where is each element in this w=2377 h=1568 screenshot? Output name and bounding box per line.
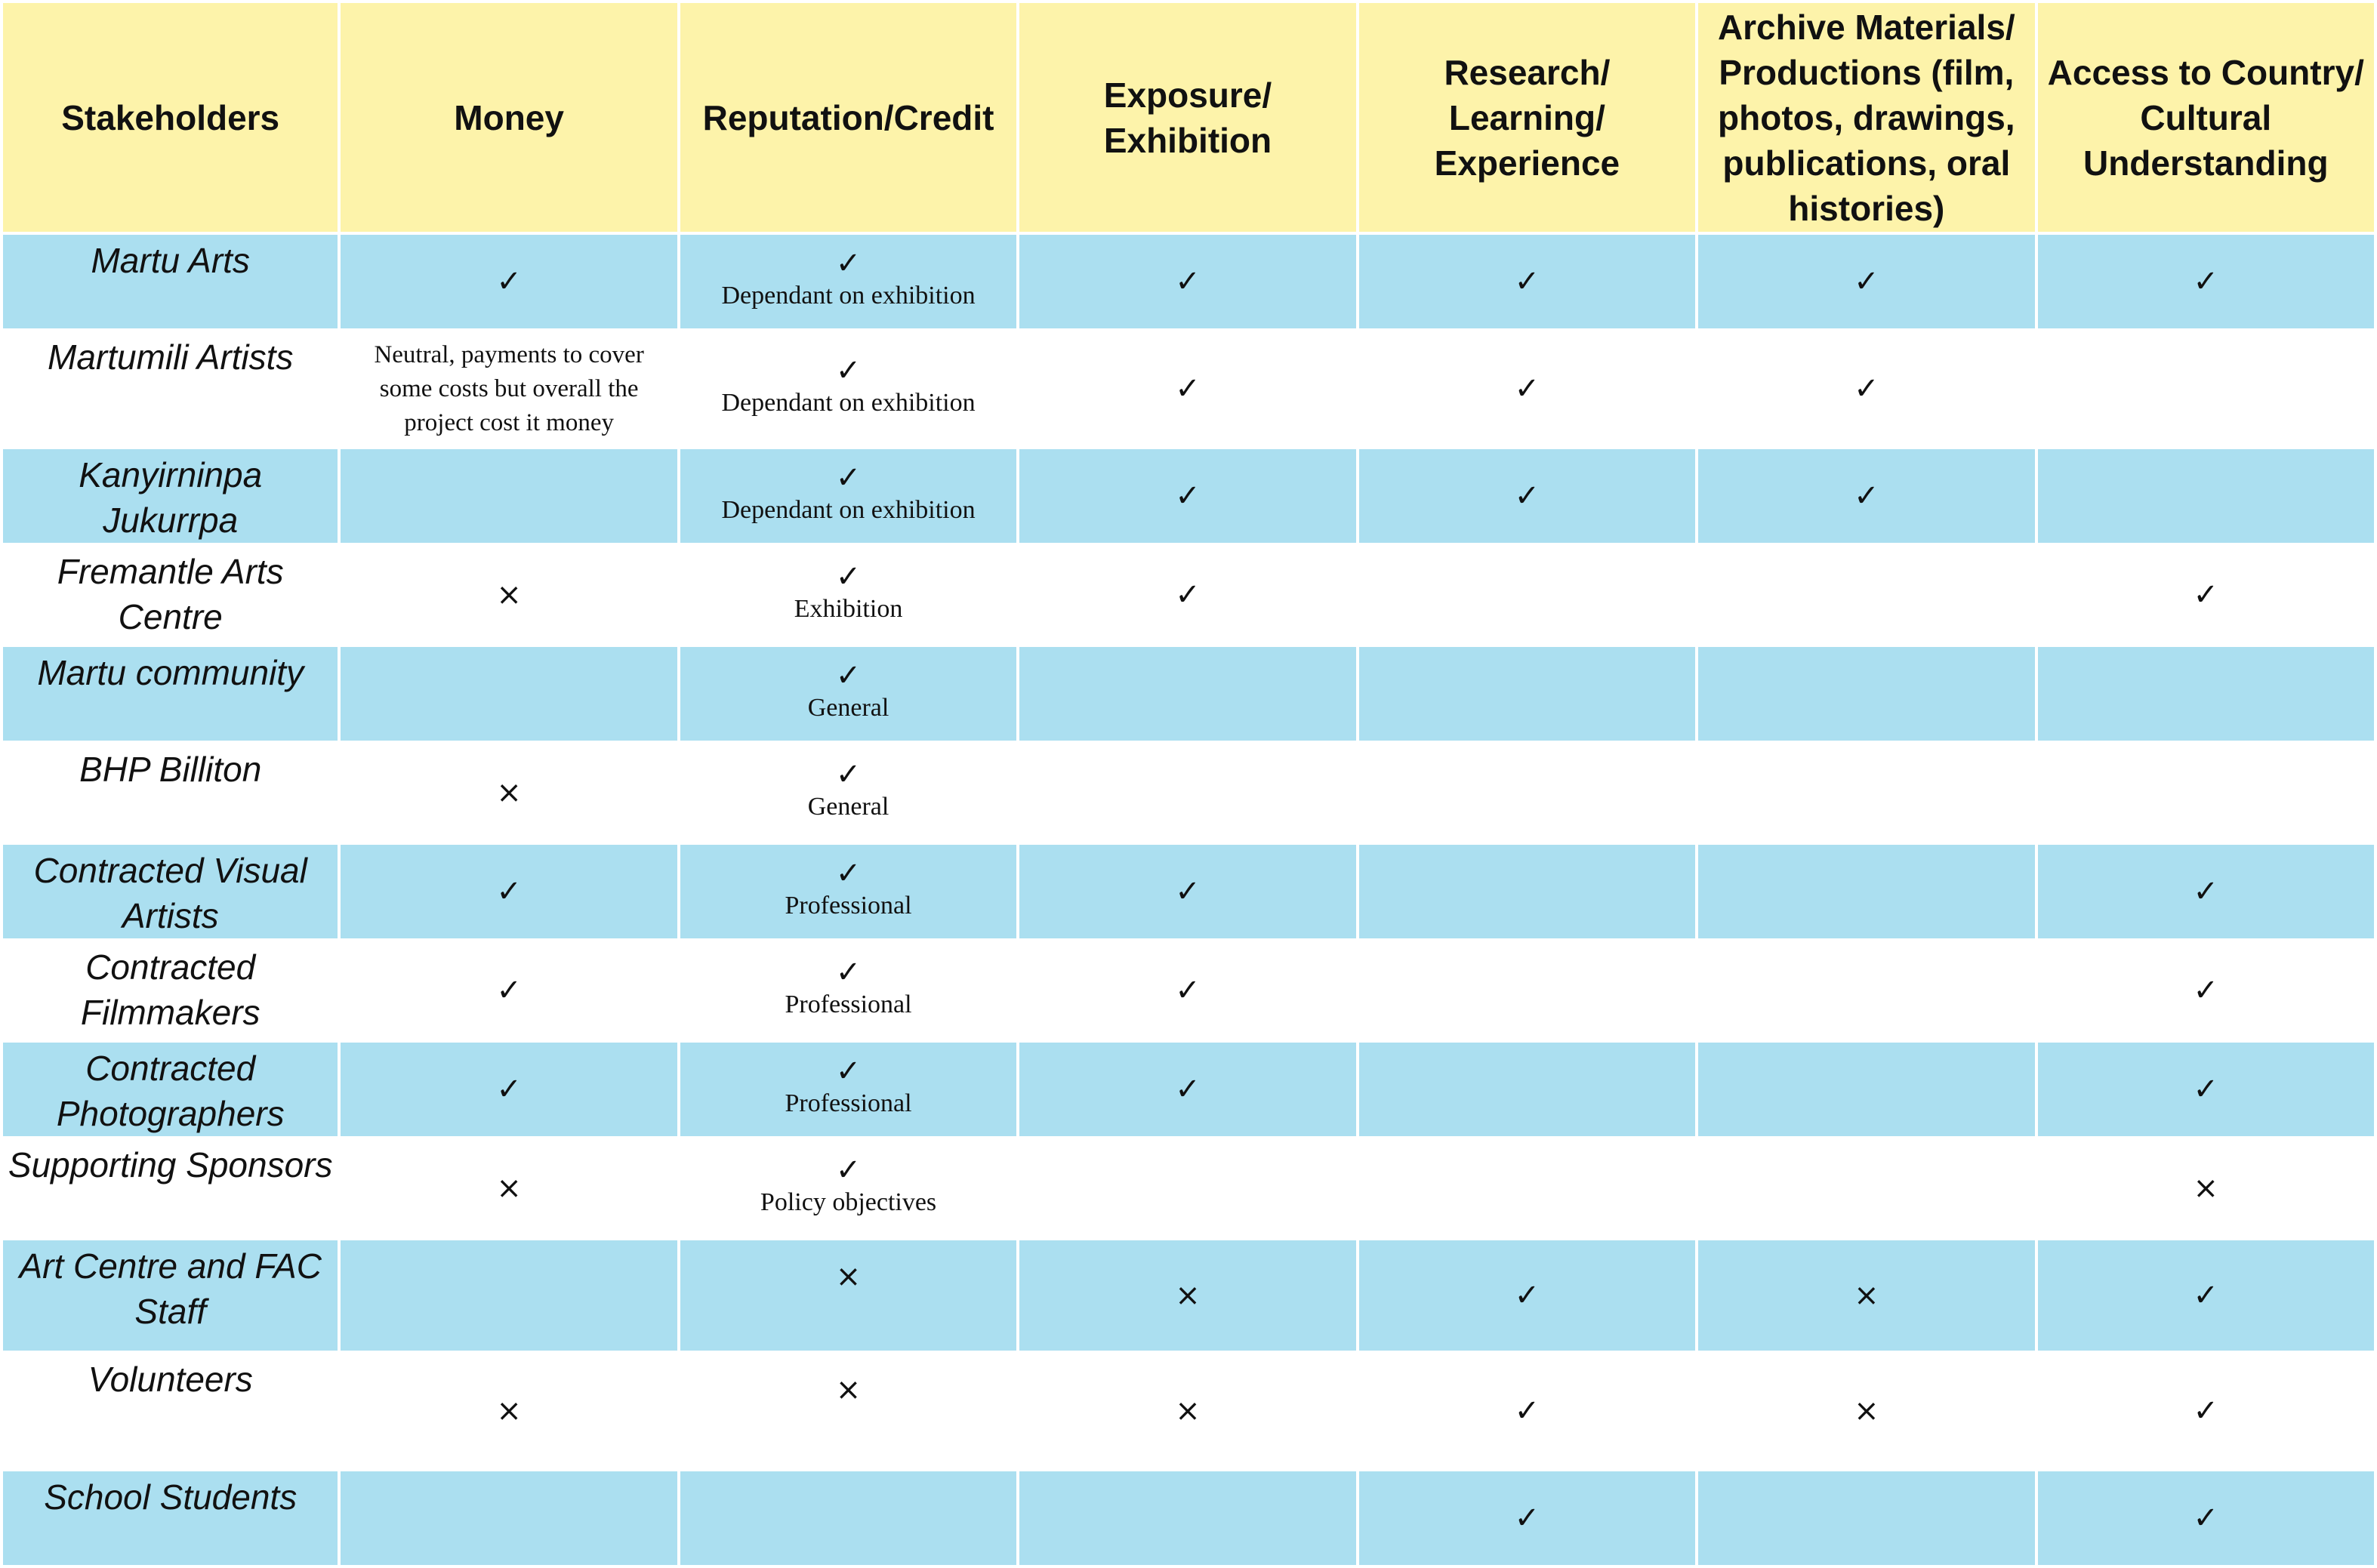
exposure-cell [1019,1043,1355,1136]
reputation-note: General [807,793,889,821]
money-cell [341,647,677,741]
money-cell [341,331,677,446]
exposure-cell [1019,744,1355,842]
access-cell [2038,1043,2374,1136]
money-cell [341,449,677,543]
money-cell [341,1043,677,1136]
exposure-cell [1019,331,1355,446]
stakeholder-name: Martu Arts [3,235,338,328]
reputation-mark: ✓ [835,1153,862,1188]
exposure-mark: ✓ [1175,874,1201,909]
exposure-mark: ✓ [1175,973,1201,1008]
exposure-cell [1019,845,1355,938]
archive-cell [1698,449,2034,543]
stakeholder-name: Contracted Visual Artists [3,845,338,938]
reputation-cell [680,1471,1016,1565]
reputation-note: Professional [785,892,912,920]
access-cell [2038,1354,2374,1468]
access-cell [2038,1471,2374,1565]
header-archive-materials: Archive Materials/ Productions (film, photos, drawings, publications, oral histories) [1698,3,2034,232]
exposure-cell [1019,647,1355,741]
reputation-note: Dependant on exhibition [721,389,976,417]
research-cell [1359,1354,1695,1468]
reputation-mark: ✓ [835,658,862,693]
stakeholder-name: Contracted Photographers [3,1043,338,1136]
money-cell [341,1471,677,1565]
exposure-cell [1019,546,1355,644]
access-cell [2038,744,2374,842]
stakeholder-name: Volunteers [3,1354,338,1468]
access-mark: ✓ [2193,973,2219,1008]
archive-cell [1698,845,2034,938]
header-research-learning-experience: Research/ Learning/ Experience [1359,3,1695,232]
access-cell [2038,1139,2374,1237]
reputation-note: Dependant on exhibition [721,496,976,524]
research-cell [1359,1139,1695,1237]
access-mark: × [2193,1171,2219,1206]
reputation-mark: ✓ [835,353,862,388]
archive-cell [1698,546,2034,644]
reputation-cell [680,449,1016,543]
header-money: Money [341,3,677,232]
research-cell [1359,744,1695,842]
exposure-mark: × [1175,1394,1201,1428]
access-mark: ✓ [2193,578,2219,612]
reputation-mark: ✓ [835,856,862,891]
header-exposure-exhibition: Exposure/ Exhibition [1019,3,1355,232]
money-cell [341,1354,677,1468]
stakeholder-name: Art Centre and FAC Staff [3,1240,338,1351]
archive-cell [1698,1043,2034,1136]
archive-mark: ✓ [1854,479,1879,513]
stakeholder-name: School Students [3,1471,338,1565]
money-mark: × [496,775,522,810]
archive-cell [1698,1139,2034,1237]
research-mark: ✓ [1514,1394,1540,1428]
research-mark: ✓ [1514,264,1540,299]
archive-cell [1698,941,2034,1040]
research-cell [1359,235,1695,328]
stakeholder-name: Supporting Sponsors [3,1139,338,1237]
table-row [3,1139,2374,1237]
reputation-mark: ✓ [835,461,862,495]
reputation-note: Exhibition [794,595,903,623]
archive-cell [1698,1354,2034,1468]
access-cell [2038,647,2374,741]
reputation-cell [680,941,1016,1040]
table-row [3,1354,2374,1468]
money-cell [341,1139,677,1237]
research-cell [1359,449,1695,543]
money-mark: × [496,578,522,612]
header-access-to-country: Access to Country/ Cultural Understanding [2038,3,2374,232]
exposure-cell [1019,941,1355,1040]
archive-cell [1698,647,2034,741]
money-cell [341,941,677,1040]
exposure-cell [1019,235,1355,328]
research-cell [1359,941,1695,1040]
reputation-cell [680,235,1016,328]
stakeholder-name: Martu community [3,647,338,741]
access-cell [2038,1240,2374,1351]
research-cell [1359,331,1695,446]
reputation-cell [680,1043,1016,1136]
reputation-mark: × [835,1372,862,1407]
reputation-note: Policy objectives [760,1188,937,1216]
reputation-mark: ✓ [835,1054,862,1089]
archive-cell [1698,1240,2034,1351]
table-row [3,845,2374,938]
access-cell [2038,235,2374,328]
archive-cell [1698,235,2034,328]
access-cell [2038,845,2374,938]
header-reputation-credit: Reputation/Credit [680,3,1016,232]
stakeholder-name: BHP Billiton [3,744,338,842]
exposure-cell [1019,1139,1355,1237]
reputation-cell [680,845,1016,938]
archive-mark: × [1854,1394,1879,1428]
research-cell [1359,1240,1695,1351]
stakeholder-name: Contracted Filmmakers [3,941,338,1040]
research-mark: ✓ [1514,479,1540,513]
table-row [3,235,2374,328]
money-mark: × [496,1394,522,1428]
exposure-cell [1019,1354,1355,1468]
money-cell [341,845,677,938]
research-mark: ✓ [1514,1278,1540,1313]
research-cell [1359,845,1695,938]
exposure-mark: ✓ [1175,1072,1201,1107]
money-cell [341,235,677,328]
table-row [3,546,2374,644]
stakeholder-name: Martumili Artists [3,331,338,446]
reputation-cell [680,331,1016,446]
archive-mark: ✓ [1854,264,1879,299]
reputation-mark: ✓ [835,246,862,281]
research-cell [1359,1471,1695,1565]
access-cell [2038,546,2374,644]
exposure-mark: ✓ [1175,371,1201,406]
access-mark: ✓ [2193,264,2219,299]
table-row [3,744,2374,842]
reputation-note: Professional [785,1089,912,1117]
table-row [3,1043,2374,1136]
exposure-mark: ✓ [1175,264,1201,299]
access-cell [2038,449,2374,543]
header-stakeholders: Stakeholders [3,3,338,232]
stakeholder-name: Kanyirninpa Jukurrpa [3,449,338,543]
table-row [3,647,2374,741]
research-cell [1359,1043,1695,1136]
reputation-cell [680,647,1016,741]
reputation-mark: ✓ [835,757,862,792]
header-row [3,3,2374,232]
research-mark: ✓ [1514,371,1540,406]
archive-cell [1698,331,2034,446]
table-row [3,941,2374,1040]
archive-cell [1698,744,2034,842]
reputation-mark: × [835,1259,862,1294]
money-cell [341,744,677,842]
access-cell [2038,331,2374,446]
exposure-mark: × [1175,1278,1201,1313]
access-mark: ✓ [2193,874,2219,909]
access-mark: ✓ [2193,1072,2219,1107]
reputation-cell [680,1354,1016,1468]
exposure-mark: ✓ [1175,479,1201,513]
money-cell [341,1240,677,1351]
research-mark: ✓ [1514,1501,1540,1536]
reputation-cell [680,1240,1016,1351]
reputation-note: General [807,694,889,722]
exposure-cell [1019,449,1355,543]
money-mark: ✓ [496,264,522,299]
reputation-note: Dependant on exhibition [721,282,976,310]
research-cell [1359,546,1695,644]
archive-mark: × [1854,1278,1879,1313]
reputation-cell [680,546,1016,644]
reputation-mark: ✓ [835,955,862,990]
exposure-cell [1019,1471,1355,1565]
money-mark: ✓ [496,1072,522,1107]
money-note: Neutral, payments to cover some costs but overall the project cost it money [374,340,644,436]
table-row [3,449,2374,543]
money-mark: ✓ [496,973,522,1008]
reputation-cell [680,1139,1016,1237]
reputation-note: Professional [785,990,912,1018]
money-mark: ✓ [496,874,522,909]
table-row [3,1471,2374,1565]
table-row [3,1240,2374,1351]
access-mark: ✓ [2193,1394,2219,1428]
reputation-mark: ✓ [835,559,862,594]
archive-cell [1698,1471,2034,1565]
research-cell [1359,647,1695,741]
access-mark: ✓ [2193,1278,2219,1313]
reputation-cell [680,744,1016,842]
exposure-mark: ✓ [1175,578,1201,612]
exposure-cell [1019,1240,1355,1351]
money-cell [341,546,677,644]
money-mark: × [496,1171,522,1206]
table-row [3,331,2374,446]
archive-mark: ✓ [1854,371,1879,406]
stakeholder-name: Fremantle Arts Centre [3,546,338,644]
access-cell [2038,941,2374,1040]
access-mark: ✓ [2193,1501,2219,1536]
